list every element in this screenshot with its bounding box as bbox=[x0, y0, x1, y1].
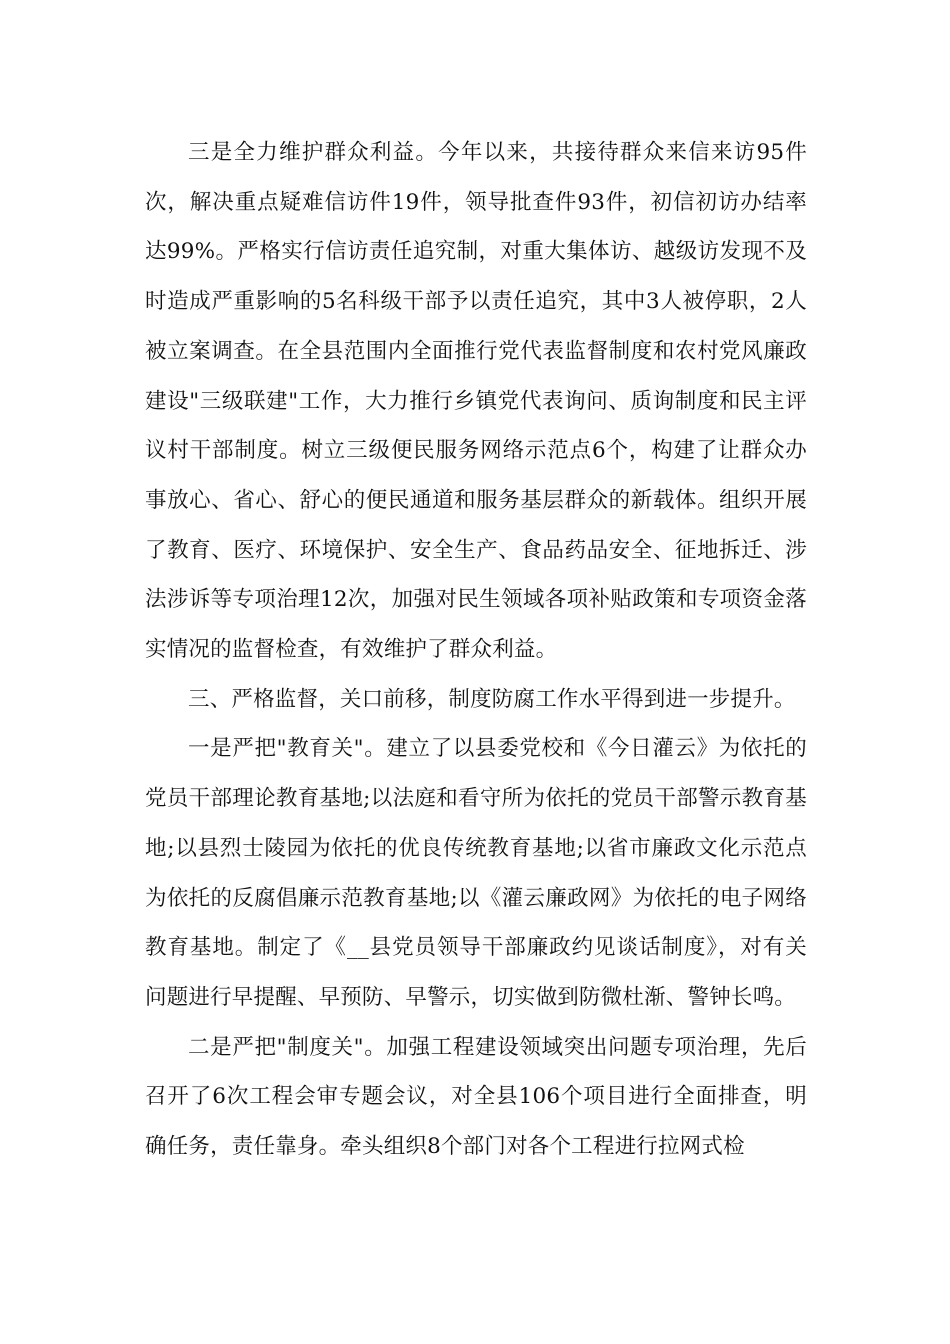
paragraph-public-interest: 三是全力维护群众利益。今年以来，共接待群众来信来访95件次，解决重点疑难信访件19件，领导批查件93件，初信初访办结率达99%。严格实行信访责任追究制，对重大集体访、越级访发现不及时造成严重影响的5名科级干部予以责任追究，其中3人被停职，2人被立案调查。在全县范围内全面推行党代表监督制度和农村党风廉政建设"三级联建"工作，大力推行乡镇党代表询问、质询制度和民主评议村干部制度。树立三级便民服务网络示范点6个，构建了让群众办事放心、省心、舒心的便民通道和服务基层群众的新载体。组织开展了教育、医疗、环境保护、安全生产、食品药品安全、征地拆迁、涉法涉诉等专项治理12次，加强对民生领域各项补贴政策和专项资金落实情况的监督检查，有效维护了群众利益。 bbox=[145, 140, 807, 663]
paragraph-education: 一是严把"教育关"。建立了以县委党校和《今日灌云》为依托的党员干部理论教育基地;以法庭和看守所为依托的党员干部警示教育基地;以县烈士陵园为依托的优良传统教育基地;以省市廉政文化示范点为依托的反腐倡廉示范教育基地;以《灌云廉政网》为依托的电子网络教育基地。制定了《__县党员领导干部廉政约见谈话制度》，对有关问题进行早提醒、早预防、早警示，切实做到防微杜渐、警钟长鸣。 bbox=[145, 736, 807, 1010]
paragraph-system: 二是严把"制度关"。加强工程建设领域突出问题专项治理，先后召开了6次工程会审专题会议，对全县106个项目进行全面排查，明确任务，责任靠身。牵头组织8个部门对各个工程进行拉网式检 bbox=[145, 1034, 807, 1160]
document-body bbox=[145, 128, 807, 1172]
section-heading-supervision: 三、严格监督，关口前移，制度防腐工作水平得到进一步提升。 bbox=[188, 686, 796, 712]
